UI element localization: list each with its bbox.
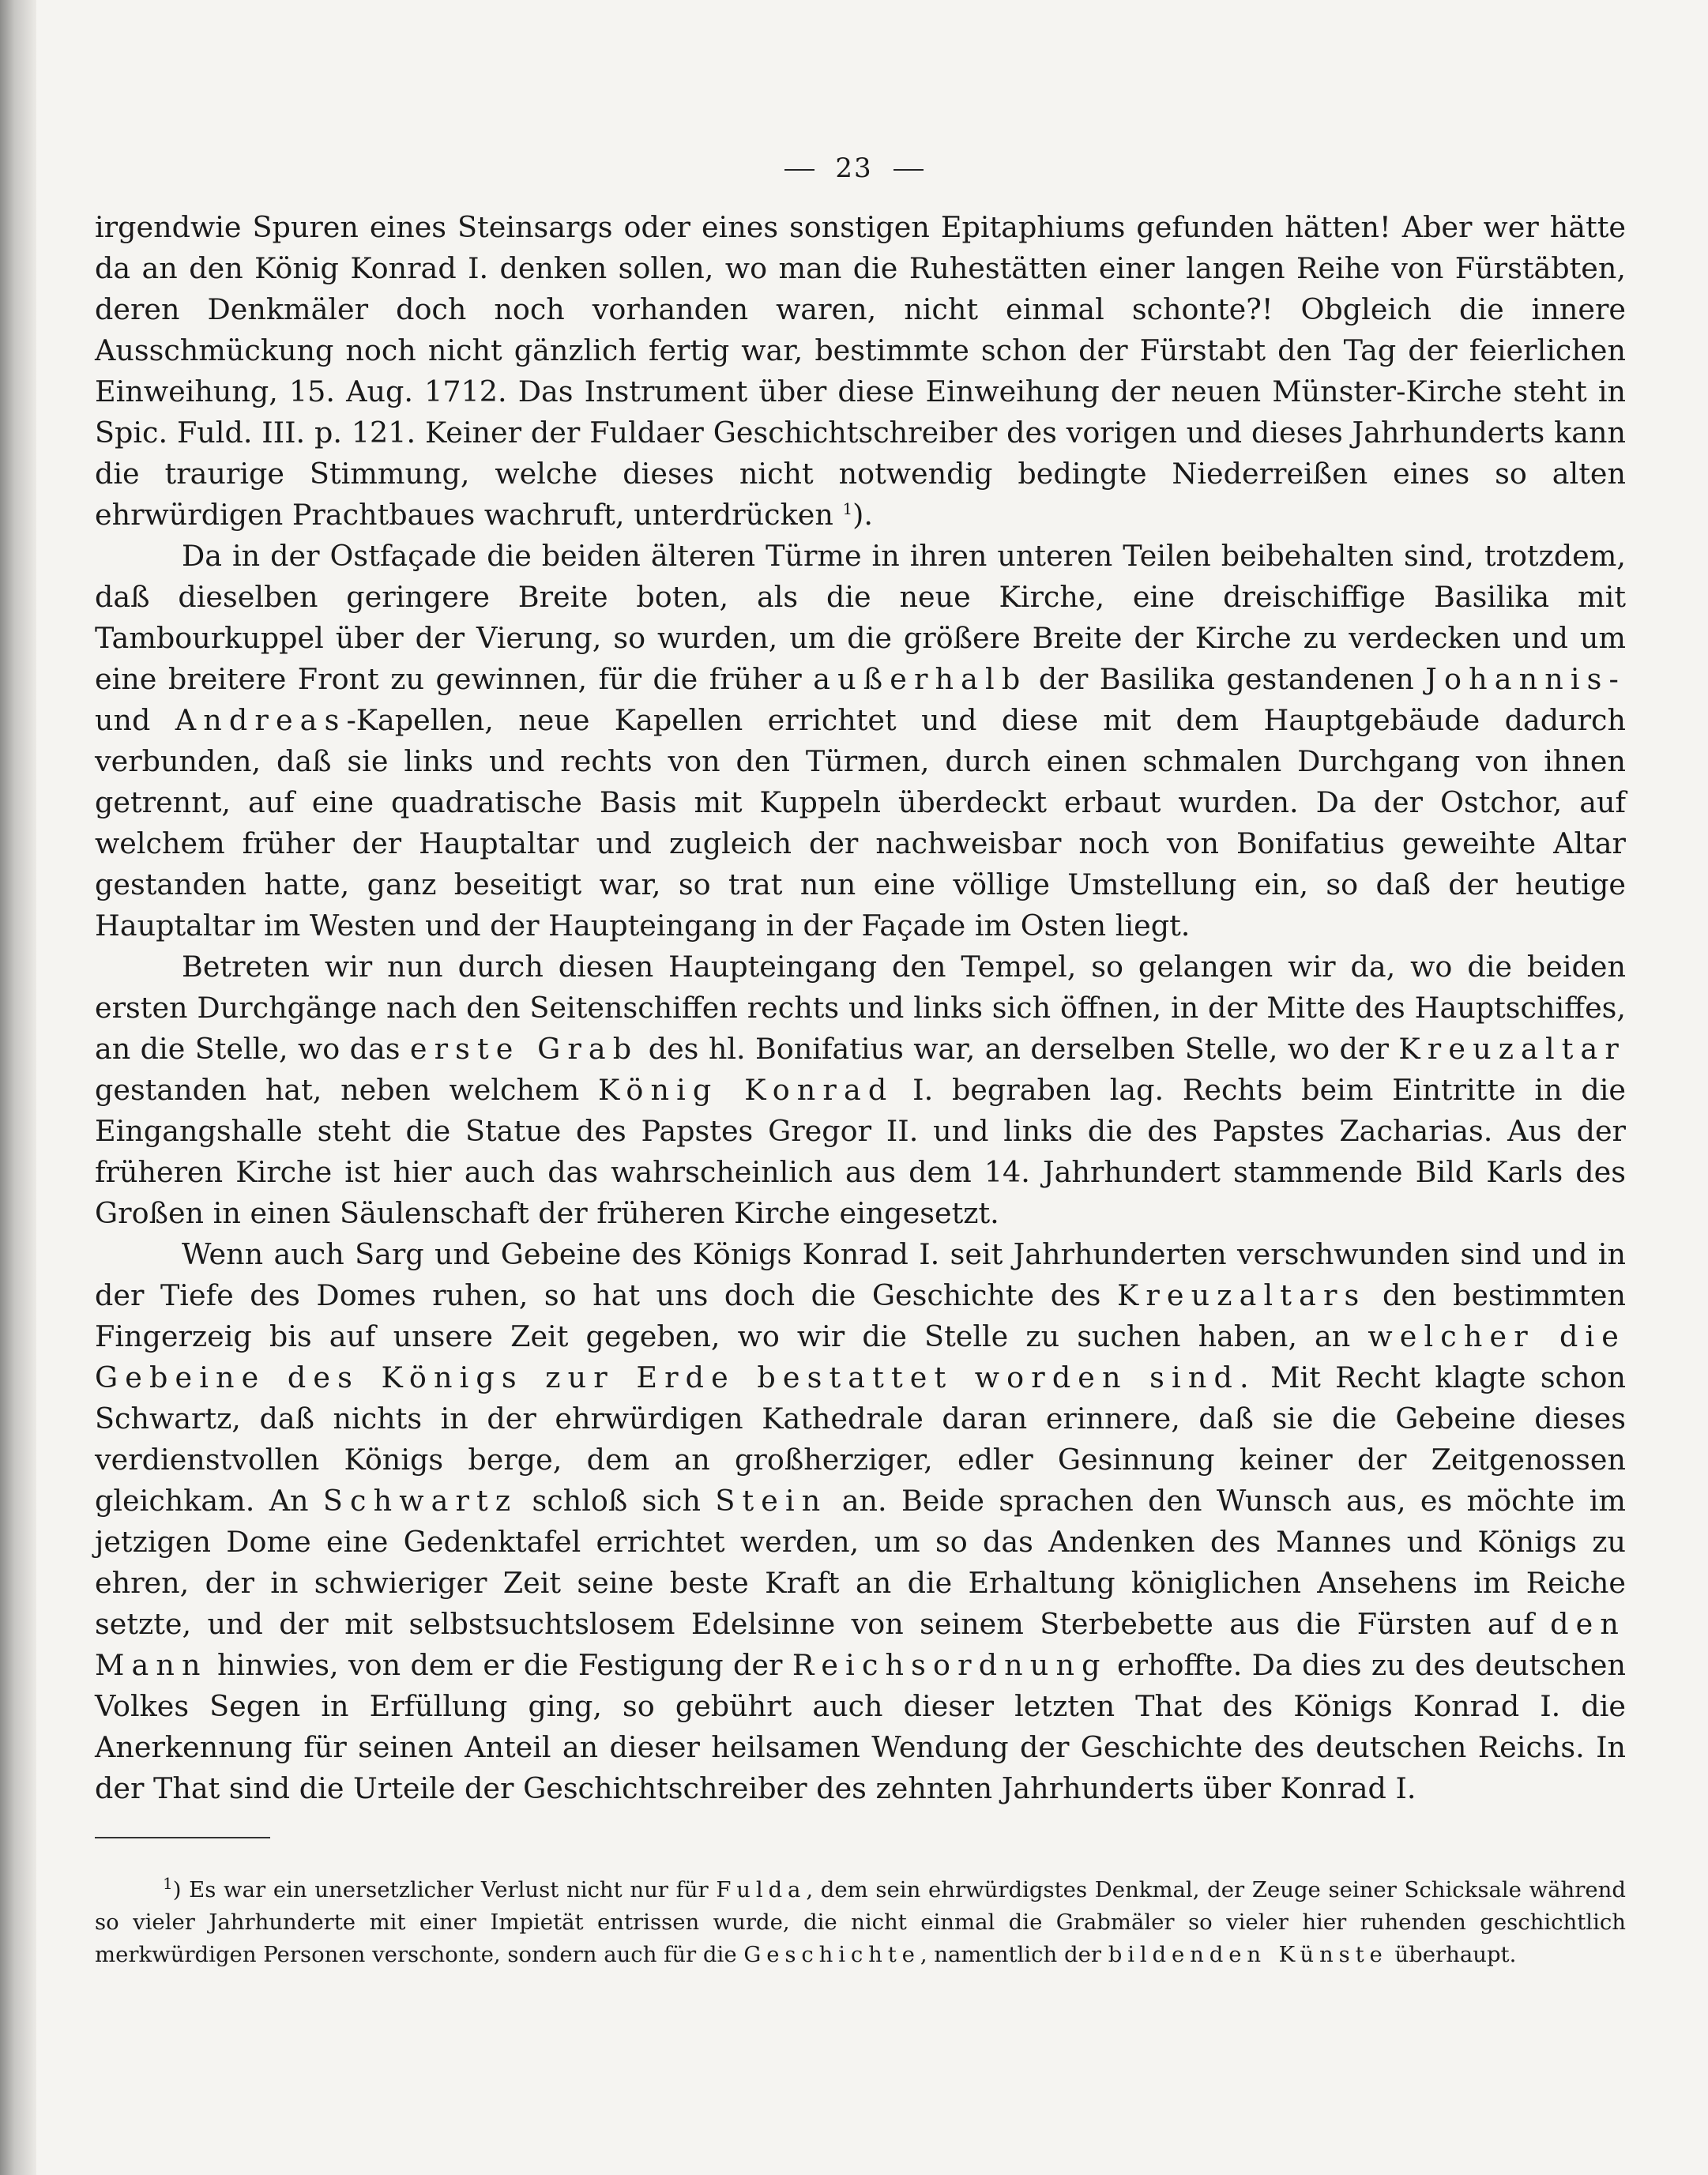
text-run: überhaupt. [1387,1942,1517,1967]
text-run: I. begraben lag. Rechts beim Eintritte in die Eingangshalle steht die Statue des Papstes Gregor II. und links die des Papstes Zacharias. Aus der früheren Kirche ist hier auch das wahrscheinlich aus dem 14. Jahrhundert stammende Bild Karls des Großen in einen Säulenschaft der früheren Kirche eingesetzt. [95,1073,1626,1230]
text-run: des hl. Bonifatius war, an derselben Stelle, wo der [638,1032,1399,1066]
spaced-text: Kreuzaltar [1398,1032,1626,1066]
spaced-text: Stein [715,1484,828,1518]
paragraph [95,536,1626,946]
text-run: -Kapellen, neue Kapellen errichtet und diese mit dem Hauptgebäude dadurch verbunden, daß sie links und rechts von den Türmen, durch einen schmalen Durchgang von ihnen getrennt, auf eine quadratische Basis mit Kuppeln überdeckt erbaut wurden. Da der Ostchor, auf welchem früher der Hauptaltar und zugleich der nachweisbar noch von Bonifatius geweihte Altar gestanden hatte, ganz beseitigt war, so trat nun eine völlige Umstellung ein, so daß der heutige Hauptaltar im Westen und der Haupteingang in der Façade im Osten liegt. [95,703,1626,943]
text-run: irgendwie Spuren eines Steinsargs oder eines sonstigen Epitaphiums gefunden hätten! Aber wer hätte da an den König Konrad I. denken sollen, wo man die Ruhestätten einer langen Reihe von Fürstäbten, deren Denkmäler doch noch vorhanden waren, nicht einmal schonte?! Obgleich die innere Ausschmückung noch nicht gänzlich fertig war, bestimmte schon der Fürstabt den Tag der feierlichen Einweihung, 15. Aug. 1712. Das Instrument über diese Einweihung der neuen Münster-Kirche steht in Spic. Fuld. III. p. 121. Keiner der Fuldaer Geschichtschreiber des vorigen und dieses Jahrhunderts kann die traurige Stimmung, welche dieses nicht notwendig bedingte Niederreißen eines so alten ehrwürdigen Prachtbaues wachruft, unterdrücken [95,210,1626,532]
body-text [95,207,1626,1809]
text-run: Da in der Ostfaçade die beiden älteren Türme in ihren unteren Teilen beibehalten sind, trotzdem, daß dieselben geringere Breite boten, als die neue Kirche, eine dreischiffige Basilika mit Tambourkuppel über der Vierung, so wurden, um die größere Breite der Kirche zu verdecken und um eine breitere Front zu gewinnen, für die früher [95,539,1626,696]
text-run: hinwies, von dem er die Festigung der [207,1648,792,1682]
spaced-text: außerhalb [813,662,1028,696]
footnote-text [95,1877,1626,1967]
spaced-text: Reichsordnung [792,1648,1108,1682]
footnote [95,1874,1626,1971]
spaced-text: Fulda [716,1877,807,1902]
spaced-text: Johannis- [1425,662,1626,696]
text-run: der Basilika gestandenen [1027,662,1426,696]
spaced-text: den Mann [95,1607,1626,1682]
spaced-text: Andreas [175,703,347,737]
spaced-text: bildenden Künste [1108,1942,1388,1967]
spaced-text: erste Grab [409,1032,639,1066]
spaced-text: Schwartz [322,1484,518,1518]
text-run: ). [852,498,874,532]
text-run: Wenn auch Sarg und Gebeine des Königs Konrad I. seit Jahrhunderten verschwunden sind und in der Tiefe des Domes ruhen, so hat uns doch die Geschichte des [95,1237,1626,1312]
text-run: Mit Recht klagte schon Schwartz, daß nichts in der ehrwürdigen Kathedrale daran erinnere, daß sie die Gebeine dieses verdienstvollen Königs berge, dem an großherziger, edler Gesinnung keiner der Zeitgenossen gleichkam. An [95,1360,1626,1518]
text-run: Betreten wir nun durch diesen Haupteingang den Tempel, so gelangen wir da, wo die beiden ersten Durchgänge nach den Seitenschiffen rechts und links sich öffnen, in der Mitte des Hauptschiffes, an die Stelle, wo das [95,950,1626,1066]
footnote-marker: 1 [163,1873,173,1893]
page-number [0,152,1708,184]
text-run: erhoffte. Da dies zu des deutschen Volkes Segen in Erfüllung ging, so gebührt auch dieser letzten That des Königs Konrad I. die Anerkennung für seinen Anteil an dieser heilsamen Wendung der Geschichte des deutschen Reichs. In der That sind die Urteile der Geschichtschreiber des zehnten Jahrhunderts über Konrad I. [95,1648,1626,1805]
binding-shadow [0,0,36,2175]
text-run: Es war ein unersetzlicher Verlust nicht nur für [189,1877,717,1902]
spaced-text: König Konrad [597,1073,894,1107]
paragraph [95,207,1626,536]
text-run: , dem sein ehrwürdigstes Denkmal, der Zeuge seiner Schicksale während so vieler Jahrhunderte mit einer Impietät entrissen wurde, die nicht einmal die Grabmäler so vieler hier ruhenden geschichtlich merkwürdigen Personen verschonte, sondern auch für die [95,1877,1626,1967]
text-run: den bestimmten Fingerzeig bis auf unsere Zeit gegeben, wo wir die Stelle zu suchen haben, an [95,1278,1626,1353]
spaced-text: Kreuzaltars [1116,1278,1367,1312]
spaced-text: Geschichte [743,1942,920,1967]
text-run: schloß sich [517,1484,716,1518]
paragraph [95,946,1626,1234]
page-number-text: 23 [835,152,873,184]
text-run: und [95,703,175,737]
right-dash [894,169,924,171]
spaced-text: welcher die Gebeine des Königs zur Erde bestattet worden sind. [95,1319,1626,1394]
text-run: an. Beide sprachen den Wunsch aus, es möchte im jetzigen Dome eine Gedenktafel errichtet werden, um so das Andenken des Mannes und Königs zu ehren, der in schwieriger Zeit seine beste Kraft an die Erhaltung königlichen Ansehens im Reiche setzte, und der mit selbstsuchtslosem Edelsinne von seinem Sterbebette aus die Fürsten auf [95,1484,1626,1641]
left-dash [784,169,814,171]
footnote-reference: 1 [842,499,853,518]
footnote-paren: ) [172,1877,182,1902]
text-run: , namentlich der [920,1942,1108,1967]
text-run: gestanden hat, neben welchem [95,1073,598,1107]
footnote-rule [95,1837,270,1838]
paragraph [95,1234,1626,1809]
